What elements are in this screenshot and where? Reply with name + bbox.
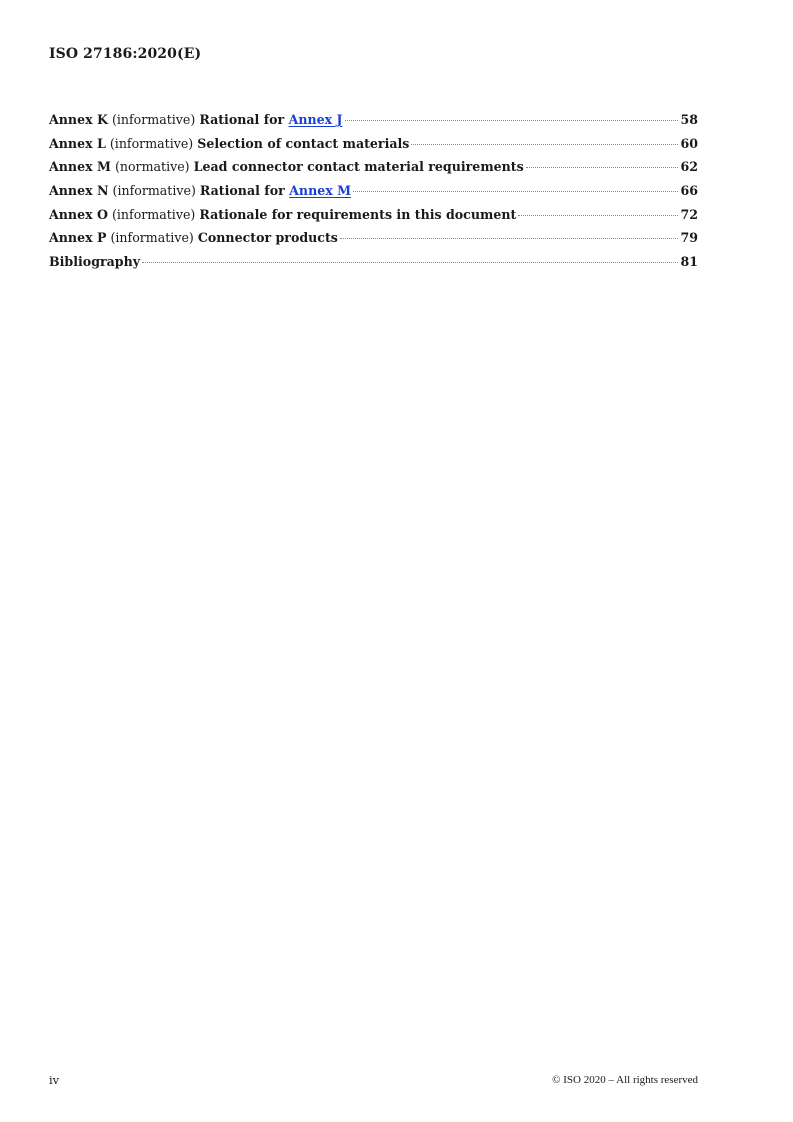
toc-page-number: 81 [680,254,698,270]
dot-leader [340,238,679,239]
toc-annex-title: Rationale for requirements in this document [199,206,517,222]
toc-page-number: 60 [680,135,698,151]
document-header: ISO 27186:2020(E) [49,46,202,62]
page-folio: iv [49,1073,60,1087]
toc-entry-annex-p[interactable] [49,230,698,254]
toc-annex-title: Connector products [197,230,338,246]
toc-page-number: 72 [680,206,698,222]
dot-leader [353,191,678,192]
dot-leader [345,120,679,121]
toc-entry-annex-n[interactable] [49,183,698,207]
toc-entry-annex-k[interactable] [49,112,698,136]
toc-annex-label: Annex M [49,159,111,175]
annex-m-link[interactable]: Annex M [289,183,352,199]
table-of-contents [49,112,698,278]
toc-annex-label: Annex N [49,183,109,199]
dot-leader [518,215,678,216]
toc-annex-label: Annex O [49,206,108,222]
toc-annex-label: Annex P [49,230,107,246]
toc-annex-title: Rational for [199,183,290,199]
toc-annex-title: Rational for [199,112,289,127]
toc-entry-annex-m[interactable] [49,159,698,183]
toc-annex-type: (informative) [111,206,196,222]
toc-entry-bibliography[interactable] [49,254,698,278]
toc-annex-title: Lead connector contact material requirements [193,159,524,175]
dot-leader [142,262,678,263]
copyright-notice: © ISO 2020 – All rights reserved [552,1074,698,1086]
toc-page-number: 79 [680,230,698,246]
toc-annex-type: (informative) [112,183,196,199]
toc-annex-title: Selection of contact materials [197,135,410,151]
toc-entry-annex-o[interactable] [49,207,698,231]
toc-entry-annex-l[interactable] [49,136,698,160]
toc-annex-label: Annex L [49,135,106,151]
toc-annex-type: (informative) [111,112,196,127]
annex-j-link[interactable]: Annex J [288,112,343,127]
toc-annex-type: (normative) [114,159,190,175]
toc-page-number: 62 [680,159,698,175]
toc-annex-type: (informative) [110,230,194,246]
dot-leader [411,144,678,145]
dot-leader [526,167,679,168]
toc-annex-type: (informative) [109,135,194,151]
toc-bibliography-label: Bibliography [49,254,141,270]
toc-page-number: 66 [680,183,698,199]
toc-annex-label: Annex K [49,112,108,127]
toc-page-number: 58 [680,112,698,127]
